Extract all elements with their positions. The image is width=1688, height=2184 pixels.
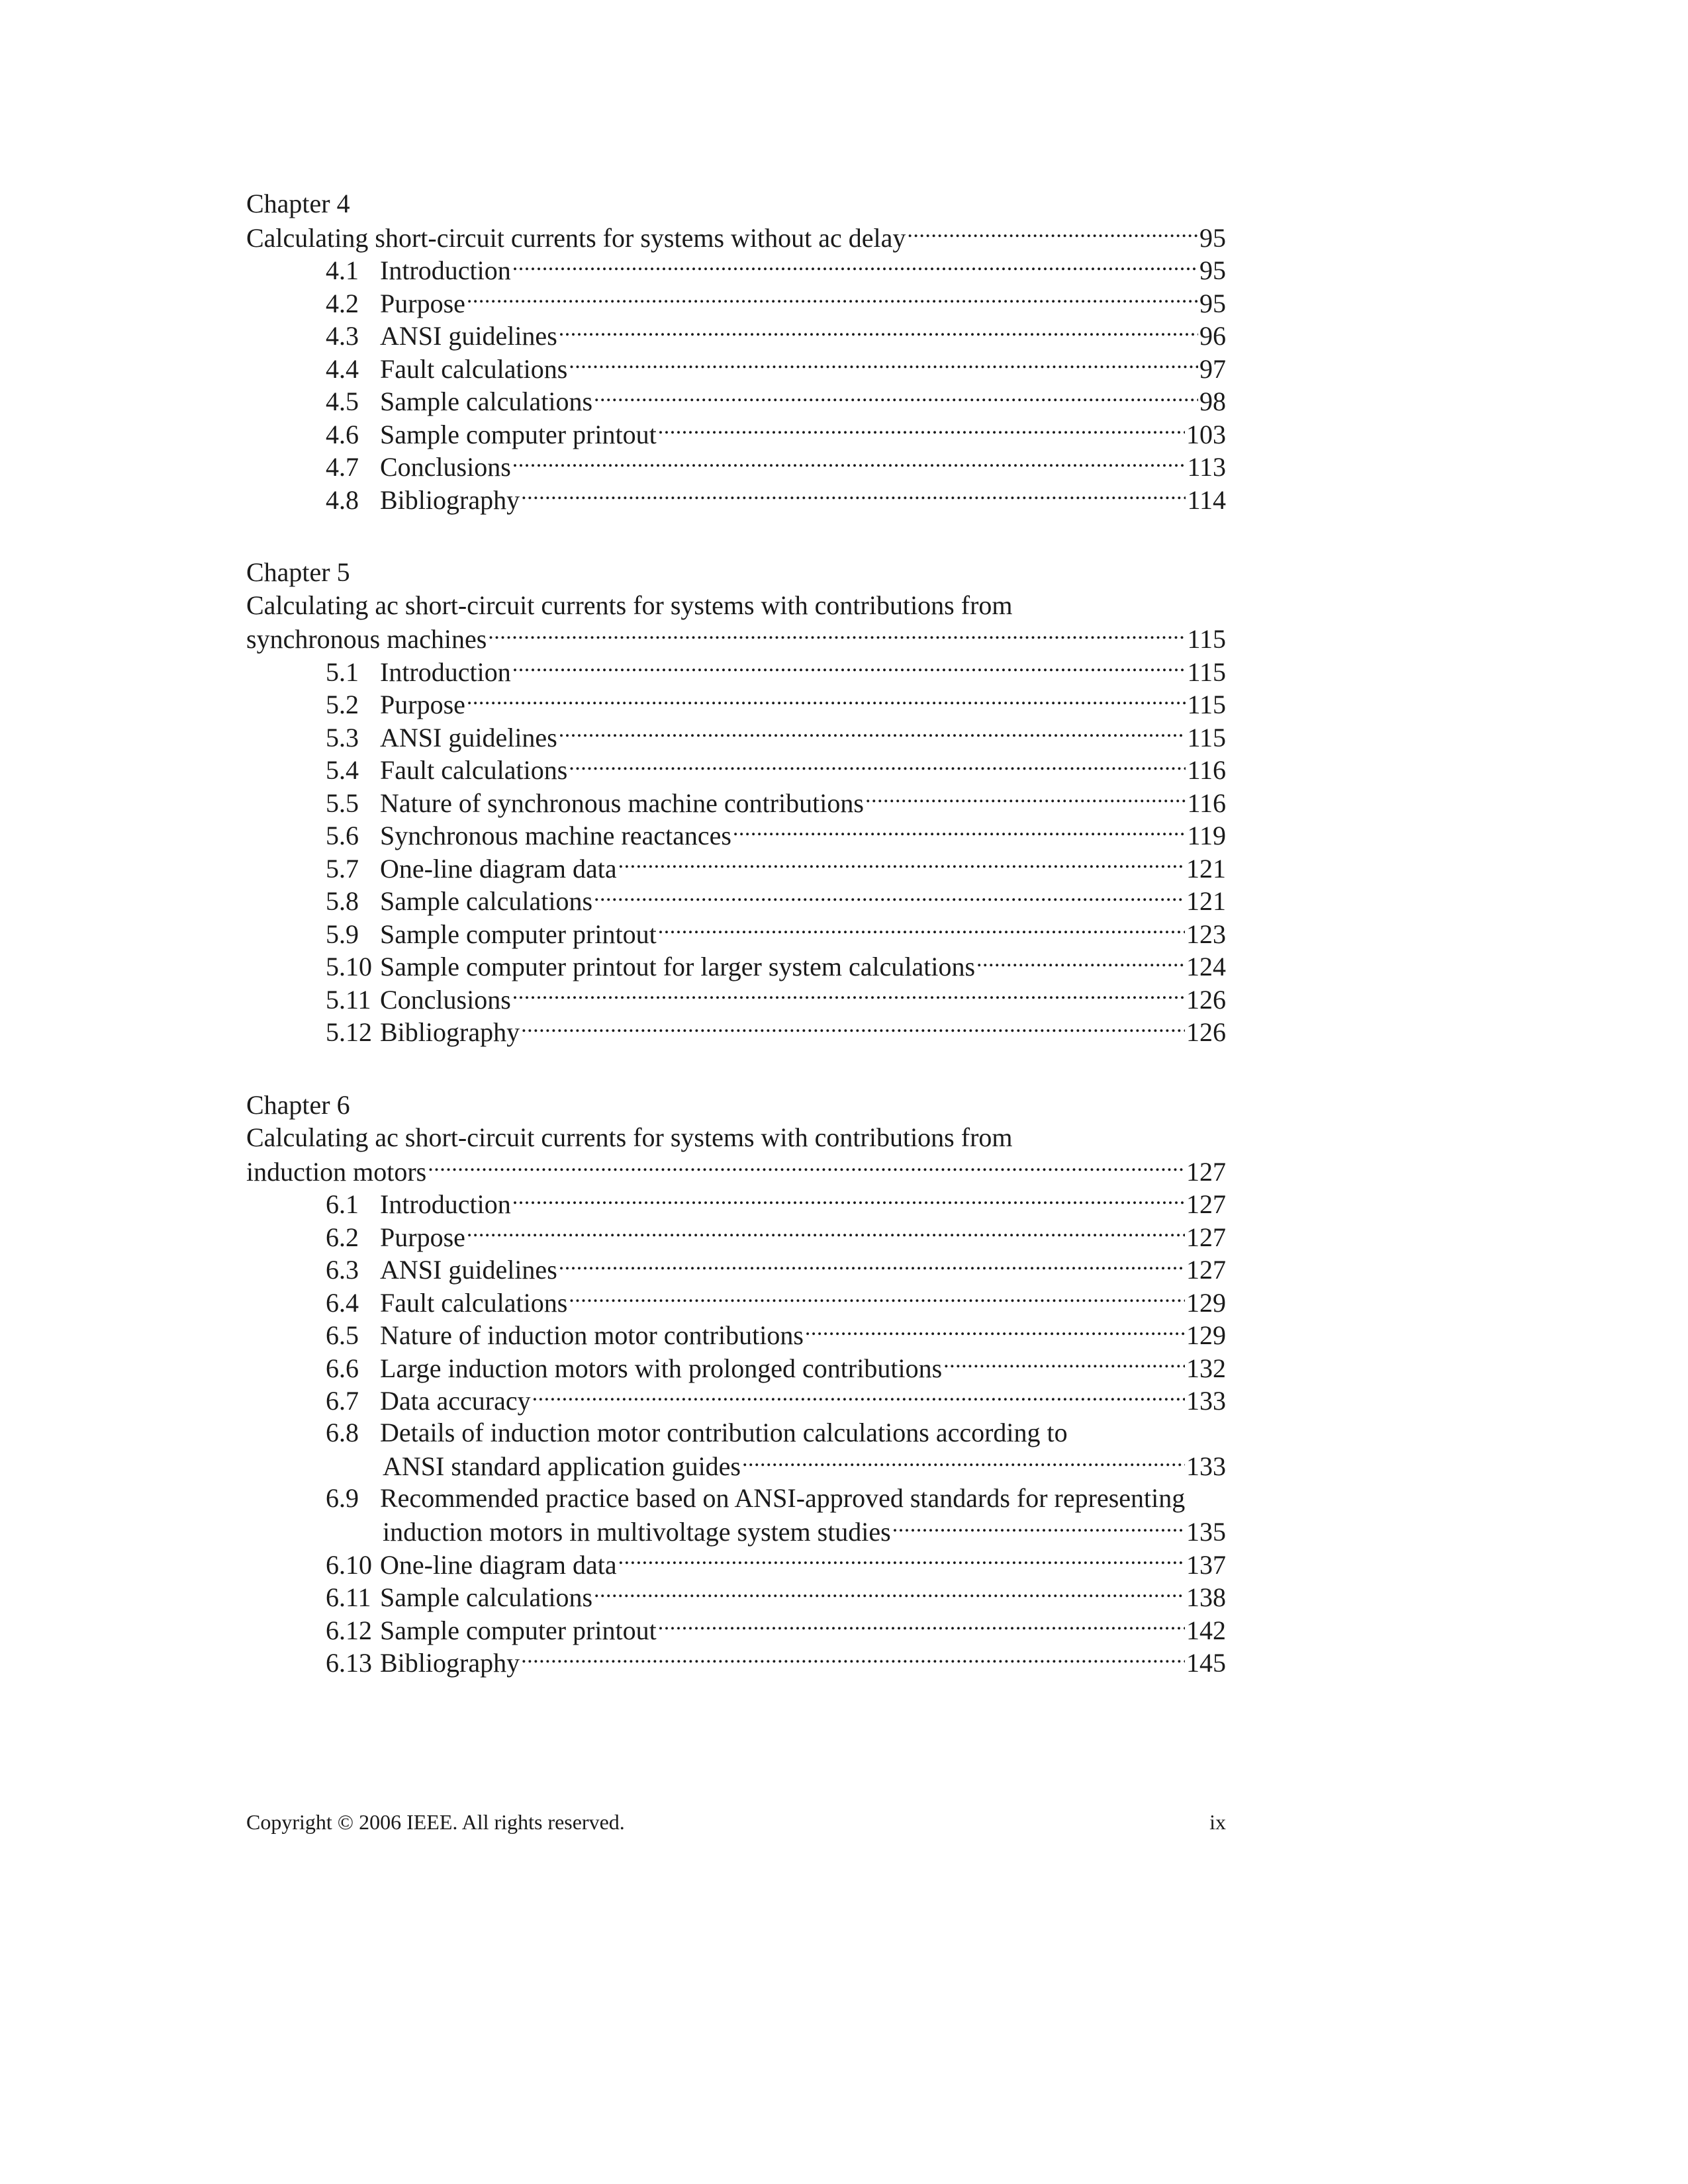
toc-entry[interactable]: 5.2 Purpose . . . 115 xyxy=(246,687,1226,720)
toc-entry[interactable]: 6.13 Bibliography . . . 145 xyxy=(246,1645,1226,1678)
chapter-title-cont[interactable]: induction motors . . . 127 xyxy=(246,1154,1226,1187)
toc-entry[interactable]: 5.5 Nature of synchronous machine contributions . . . 116 xyxy=(246,786,1226,819)
toc-entry[interactable]: 6.9 Recommended practice based on ANSI-approved standards for representing xyxy=(326,1482,1186,1513)
toc-entry-cont[interactable]: induction motors in multivoltage system studies . . . 135 xyxy=(246,1514,1226,1547)
page-number: 127 xyxy=(1186,1156,1226,1187)
toc-entry[interactable]: 6.12 Sample computer printout . . . 142 xyxy=(246,1613,1226,1646)
toc-entry[interactable]: 6.3 ANSI guidelines . . . 127 xyxy=(246,1252,1226,1285)
copyright-notice: Copyright © 2006 IEEE. All rights reserved. xyxy=(246,1810,625,1834)
page-number: 115 xyxy=(1187,624,1226,654)
toc-entry[interactable]: 6.5 Nature of induction motor contributions . . . 129 xyxy=(246,1318,1226,1351)
chapter-title[interactable]: Calculating short-circuit currents for systems without ac delay . . . 95 xyxy=(246,220,1226,253)
toc-entry[interactable]: 5.9 Sample computer printout . . . 123 xyxy=(246,917,1226,950)
toc-entry[interactable]: 5.3 ANSI guidelines . . . 115 xyxy=(246,720,1226,753)
toc-entry[interactable]: 5.12 Bibliography . . . 126 xyxy=(246,1015,1226,1048)
toc-entry[interactable]: 6.11 Sample calculations . . . 138 xyxy=(246,1580,1226,1613)
toc-entry[interactable]: 6.4 Fault calculations . . . 129 xyxy=(246,1285,1226,1318)
toc-entry[interactable]: 6.8 Details of induction motor contribution calculations according to xyxy=(326,1417,1068,1447)
toc-entry[interactable]: 5.4 Fault calculations . . . 116 xyxy=(246,752,1226,786)
toc-entry[interactable]: 5.6 Synchronous machine reactances . . . 119 xyxy=(246,818,1226,851)
chapter-label: Chapter 4 xyxy=(246,189,350,218)
toc-entry[interactable]: 5.8 Sample calculations . . . 121 xyxy=(246,884,1226,917)
table-of-contents xyxy=(246,187,1226,1719)
toc-entry[interactable]: 4.3 ANSI guidelines . . . 96 xyxy=(246,318,1226,351)
chapter-title-cont[interactable]: synchronous machines . . . 115 xyxy=(246,621,1226,655)
toc-entry[interactable]: 5.10 Sample computer printout for larger system calculations . . . 124 xyxy=(246,949,1226,982)
toc-entry-cont[interactable]: ANSI standard application guides . . . 133 xyxy=(246,1449,1226,1482)
toc-entry[interactable]: 4.7 Conclusions . . . 113 xyxy=(246,449,1226,482)
toc-entry[interactable]: 4.1 Introduction . . . 95 xyxy=(246,253,1226,286)
toc-entry[interactable]: 4.8 Bibliography . . . 114 xyxy=(246,482,1226,516)
chapter-title[interactable]: Calculating ac short-circuit currents for systems with contributions from xyxy=(246,1122,1013,1152)
chapter-label: Chapter 6 xyxy=(246,1089,350,1120)
toc-entry[interactable]: 6.10 One-line diagram data . . . 137 xyxy=(246,1547,1226,1580)
toc-entry[interactable]: 4.4 Fault calculations . . . 97 xyxy=(246,351,1226,385)
toc-entry[interactable]: 4.6 Sample computer printout . . . 103 xyxy=(246,417,1226,450)
chapter-title[interactable]: Calculating ac short-circuit currents for systems with contributions from xyxy=(246,590,1013,620)
toc-entry[interactable]: 4.5 Sample calculations . . . 98 xyxy=(246,384,1226,417)
toc-entry[interactable]: 6.1 Introduction . . . 127 xyxy=(246,1187,1226,1220)
page-number: 95 xyxy=(1199,222,1226,253)
toc-entry[interactable]: 4.2 Purpose . . . 95 xyxy=(246,286,1226,319)
chapter-6 xyxy=(246,1089,1226,1678)
chapter-label: Chapter 5 xyxy=(246,557,350,587)
chapter-4 xyxy=(246,187,1226,515)
toc-entry[interactable]: 6.2 Purpose . . . 127 xyxy=(246,1220,1226,1253)
page-number: ix xyxy=(1209,1810,1226,1834)
toc-entry[interactable]: 5.11 Conclusions . . . 126 xyxy=(246,982,1226,1015)
chapter-5 xyxy=(246,556,1226,1048)
toc-entry[interactable]: 5.1 Introduction . . . 115 xyxy=(246,655,1226,688)
toc-entry[interactable]: 6.7 Data accuracy . . . 133 xyxy=(246,1383,1226,1416)
page-footer xyxy=(246,1810,1226,1835)
toc-entry[interactable]: 6.6 Large induction motors with prolonged contributions . . . 132 xyxy=(246,1351,1226,1384)
toc-entry[interactable]: 5.7 One-line diagram data . . . 121 xyxy=(246,851,1226,884)
